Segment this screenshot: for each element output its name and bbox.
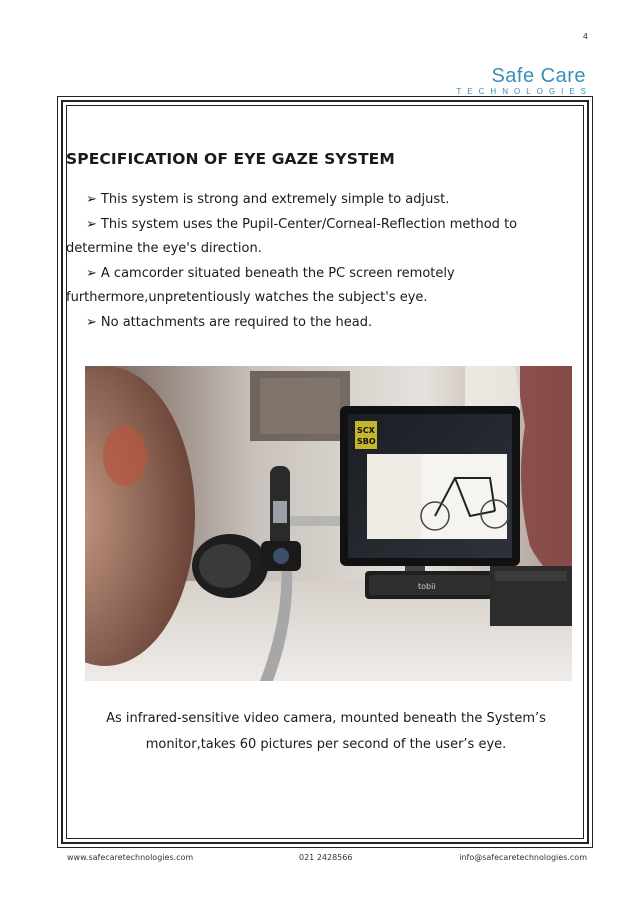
- bullet-item: ➢ A camcorder situated beneath the PC screen remotely furthermore,unpretentiously watches the subject's eye.: [66, 265, 455, 305]
- bullet-list: [66, 188, 586, 335]
- company-logo: [456, 65, 592, 96]
- bullet-item: ➢ This system uses the Pupil-Center/Corneal-Reflection method to determine the eye's direction.: [66, 216, 518, 256]
- arrow-bullet-icon: ➢: [86, 265, 97, 281]
- arrow-bullet-icon: ➢: [86, 216, 97, 232]
- arrow-bullet-icon: ➢: [86, 314, 97, 330]
- eye-tracker-photo: [85, 366, 572, 681]
- main-content: [66, 150, 586, 335]
- bullet-item: ➢ No attachments are required to the head.: [86, 314, 373, 330]
- caption-line-1: As infrared-sensitive video camera, mounted beneath the System’s: [106, 711, 546, 726]
- logo-name: Safe Care: [491, 65, 586, 87]
- section-heading: SPECIFICATION OF EYE GAZE SYSTEM: [66, 150, 395, 168]
- footer-email[interactable]: info@safecaretechnologies.com: [459, 853, 587, 862]
- svg-text:SBO: SBO: [357, 437, 376, 446]
- footer-phone: 021 2428566: [299, 853, 353, 862]
- tablet-logo-text: SCX: [357, 426, 375, 435]
- bullet-item: ➢ This system is strong and extremely simple to adjust.: [86, 192, 450, 207]
- page-number: 4: [582, 32, 588, 41]
- footer-website[interactable]: www.safecaretechnologies.com: [67, 853, 194, 862]
- photo-caption: [66, 706, 586, 758]
- caption-line-2: monitor,takes 60 pictures per second of the user’s eye.: [145, 737, 507, 752]
- logo-tagline: TECHNOLOGIES: [456, 87, 592, 96]
- device-label-text: tobii: [418, 582, 436, 591]
- arrow-bullet-icon: ➢: [86, 192, 97, 207]
